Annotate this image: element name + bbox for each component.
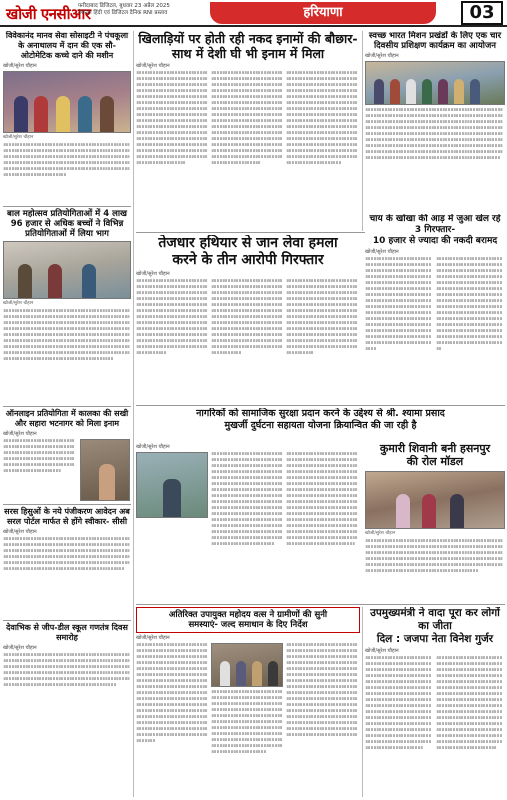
story5-byline: खोजी/सुरेश चौहान	[3, 645, 37, 651]
right-top-headline: स्वच्छ भारत मिशन प्रखंडों के लिए एक चार दिवसीय प्रशिक्षण कार्यक्रम का आयोजन	[368, 31, 502, 51]
page-header	[0, 0, 507, 27]
kumari-headline-line-2: की रोल मॉडल	[406, 455, 464, 468]
safety-body-col-3: ॥॥॥॥॥॥॥॥॥॥॥॥॥॥॥॥॥॥॥॥॥॥॥॥॥॥॥॥॥॥॥॥॥॥॥॥॥॥॥॥॥॥॥॥॥॥॥॥॥॥॥॥॥॥॥॥॥॥॥॥॥॥॥॥॥॥॥॥॥॥॥॥॥॥॥॥॥॥॥॥॥॥॥॥॥॥॥॥॥॥॥॥॥॥॥॥॥॥॥॥॥॥॥॥॥॥॥॥॥॥॥॥॥॥॥॥॥॥॥॥॥॥॥॥॥॥॥॥॥॥॥॥॥॥॥॥॥॥॥॥॥॥॥॥॥॥॥॥॥॥॥॥॥॥॥॥॥॥॥॥॥॥॥॥॥॥॥॥॥॥॥॥॥॥॥॥॥॥॥॥॥॥॥॥॥॥॥॥॥॥॥॥॥॥॥॥॥॥॥॥॥॥॥॥॥॥॥॥॥॥॥॥॥॥॥॥॥॥॥॥॥॥॥॥॥॥॥॥॥॥॥॥॥॥॥॥॥॥॥॥॥॥॥॥॥॥॥॥॥॥॥॥॥॥॥॥॥॥॥॥॥॥॥॥॥॥॥॥॥॥॥॥॥॥॥॥॥॥॥॥॥॥॥॥॥॥॥॥॥॥॥॥॥॥॥॥॥॥॥॥॥॥॥॥॥॥॥॥॥॥॥॥॥॥॥॥॥॥॥॥॥॥॥॥॥॥॥॥॥॥॥॥॥॥॥॥॥॥॥॥॥॥॥॥॥॥॥॥॥॥॥॥॥॥॥॥॥॥॥॥॥॥॥॥॥॥॥॥॥॥॥॥॥॥॥॥॥॥॥॥॥॥॥॥॥॥॥॥॥॥॥॥॥॥॥॥॥॥॥॥॥॥॥॥॥॥॥॥॥॥॥॥॥॥॥	[286, 452, 358, 547]
story2-photo	[3, 241, 131, 299]
story5-headline: देवाभिक से जीप-डील स्कूल गणतंत्र दिवस समारोह	[3, 620, 131, 643]
story1-caption: खोजी/सुरेश चौहान	[3, 135, 34, 140]
story3-headline: ऑनलाइन प्रतियोगिता में कालका की सखी और सहारा भटनागर को मिला इनाम	[3, 406, 131, 429]
tea-headline-line-1: चाय के खोखा की आड़ में जुआ खेल रहे 3 गिरफ्तार-	[365, 214, 505, 236]
cm-story	[365, 607, 505, 797]
crime-byline: खोजी/सुरेश चौहान	[136, 271, 170, 277]
story1-photo	[3, 71, 131, 133]
lead-headline-line-1: खिलाड़ियों पर होती रही नकद इनामों की बौछार-	[138, 31, 358, 46]
crime-story	[136, 235, 360, 403]
lead-headline-line-2: साथ में देशी घी भी इनाम में मिला	[171, 46, 325, 61]
story2-caption: खोजी/सुरेश चौहान	[3, 301, 34, 306]
right-top-story	[365, 31, 505, 231]
rule-above-bottom	[136, 604, 505, 605]
left-column	[3, 31, 131, 797]
tea-byline: खोजी/सुरेश चौहान	[365, 249, 399, 255]
story1-headline: विवेकानंद मानव सेवा सोसाइटी ने पंचकूला के अनाथालय में दान की एक सौ- ओटोमेटिक कच्चे दाने की मशीन	[5, 31, 129, 60]
masthead-meta	[78, 3, 188, 17]
lead-body-columns	[136, 71, 360, 231]
deputy-story	[136, 607, 360, 797]
lead-body-col-1: ॥॥॥॥॥॥॥॥॥॥॥॥॥॥॥॥॥॥॥॥॥॥॥॥॥॥॥॥॥॥॥॥॥॥॥॥॥॥॥॥॥॥॥॥॥॥॥॥॥॥॥॥॥॥॥॥॥॥॥॥॥॥॥॥॥॥॥॥॥॥॥॥॥॥॥॥॥॥॥॥॥॥॥॥॥॥॥॥॥॥॥॥॥॥॥॥॥॥॥॥॥॥॥॥॥॥॥॥॥॥॥॥॥॥॥॥॥॥॥॥॥॥॥॥॥॥॥॥॥॥॥॥॥॥॥॥॥॥॥॥॥॥॥॥॥॥॥॥॥॥॥॥॥॥॥॥॥॥॥॥॥॥॥॥॥॥॥॥॥॥॥॥॥॥॥॥॥॥॥॥॥॥॥॥॥॥॥॥॥॥॥॥॥॥॥॥॥॥॥॥॥॥॥॥॥॥॥॥॥॥॥॥॥॥॥॥॥॥॥॥॥॥॥॥॥॥॥॥॥॥॥॥॥॥॥॥॥॥॥॥॥॥॥॥॥॥॥॥॥॥॥॥॥॥॥॥॥॥॥॥॥॥॥॥॥॥॥॥॥॥॥॥॥॥॥॥॥॥॥॥॥॥॥॥॥॥॥॥॥॥॥॥॥॥॥॥॥॥॥॥॥॥॥॥॥॥॥॥॥॥॥॥॥॥॥॥॥॥॥॥॥॥॥॥॥॥॥॥॥॥॥॥॥॥॥॥॥॥॥॥॥॥॥॥॥॥॥॥॥॥॥॥॥॥॥॥॥॥॥॥॥॥॥॥॥॥॥॥॥॥॥॥॥॥॥॥॥॥॥॥॥॥॥॥॥॥॥॥॥॥॥॥॥॥॥॥॥॥॥॥॥॥॥॥॥॥॥॥	[136, 71, 208, 166]
deputy-headline-line-2: समस्याएं- जल्द समाधान के दिए निर्देश	[188, 620, 308, 630]
cm-headline-line-1: उपमुख्यमंत्री ने वादा पूरा कर लोगों का जीता	[370, 607, 500, 632]
story1-byline: खोजी/सुरेश चौहान	[3, 63, 37, 69]
crime-headline-line-2: करने के तीन आरोपी गिरफ्तार	[172, 252, 324, 268]
meta-line-2: नेशनल हिंदी एवं डिजिटल दैनिक RNI प्रस्ताव	[78, 10, 168, 16]
tea-body-col-2: ॥॥॥॥॥॥॥॥॥॥॥॥॥॥॥॥॥॥॥॥॥॥॥॥॥॥॥॥॥॥॥॥॥॥॥॥॥॥॥॥॥॥॥॥॥॥॥॥॥॥॥॥॥॥॥॥॥॥॥॥॥॥॥॥॥॥॥॥॥॥॥॥॥॥॥॥॥॥॥॥॥॥॥॥॥॥॥॥॥॥॥॥॥॥॥॥॥॥॥॥॥॥॥॥॥॥॥॥॥॥॥॥॥॥॥॥॥॥॥॥॥॥॥॥॥॥॥॥॥॥॥॥॥॥॥॥॥॥॥॥॥॥॥॥॥॥॥॥॥॥॥॥॥॥॥॥॥॥॥॥॥॥॥॥॥॥॥॥॥॥॥॥॥॥॥॥॥॥॥॥॥॥॥॥॥॥॥॥॥॥॥॥॥॥॥॥॥॥॥॥॥॥॥॥॥॥॥॥॥॥॥॥॥॥॥॥॥॥॥॥॥॥॥॥॥॥॥॥॥॥॥॥॥॥॥॥॥॥॥॥॥॥॥॥॥॥॥॥॥॥॥॥॥॥॥॥॥॥॥॥॥॥॥॥॥॥॥॥॥॥॥॥॥॥॥॥॥॥॥॥॥॥॥॥॥॥॥॥॥॥॥॥॥॥॥॥॥॥॥॥॥॥॥॥॥॥॥॥॥॥॥॥॥॥॥॥॥॥॥॥॥॥॥॥॥॥॥॥॥॥॥॥॥॥॥॥॥॥॥॥॥॥॥॥॥॥॥॥॥॥॥॥॥॥॥॥॥॥॥॥॥॥	[436, 257, 503, 352]
cm-body-columns	[365, 656, 505, 797]
story1-body: ॥॥॥॥॥॥॥॥॥॥॥॥॥॥॥॥॥॥॥॥॥॥॥॥॥॥॥॥॥॥॥॥॥॥॥॥॥॥॥॥॥॥॥॥॥॥॥॥॥॥॥॥॥॥॥॥॥॥॥॥॥॥॥॥॥॥॥॥॥॥॥॥॥॥॥॥॥॥॥॥॥॥॥॥॥॥॥॥॥॥॥॥॥॥॥॥॥॥॥॥॥॥॥॥॥॥॥॥॥॥॥॥॥॥॥॥॥॥॥॥॥॥॥॥॥॥॥॥॥॥॥॥॥॥॥॥॥॥॥॥॥॥॥॥॥॥॥॥॥॥॥॥॥॥॥॥॥॥॥॥॥॥॥॥॥॥॥॥॥॥॥॥॥॥॥॥॥॥॥॥॥॥॥॥॥॥॥॥॥॥॥॥॥॥॥॥॥॥॥॥॥॥॥॥॥॥॥॥॥॥॥॥॥॥॥॥॥॥॥॥॥॥॥॥॥॥॥॥॥॥॥॥॥॥॥॥॥॥॥॥॥॥॥॥॥॥॥॥॥॥॥॥॥	[3, 143, 130, 178]
story3-block	[3, 439, 131, 501]
story3-body: ॥॥॥॥॥॥॥॥॥॥॥॥॥॥॥॥॥॥॥॥॥॥॥॥॥॥॥॥॥॥॥॥॥॥॥॥॥॥॥॥॥॥॥॥॥॥॥॥॥॥॥॥॥॥॥॥॥॥॥॥॥॥॥॥॥॥॥॥॥॥॥॥॥॥॥॥॥॥॥॥॥॥॥॥॥॥॥॥॥॥॥॥॥॥॥॥॥॥॥॥॥॥॥॥॥॥॥॥॥॥॥॥॥॥॥॥॥॥॥॥॥॥॥॥॥॥॥॥॥॥॥॥॥॥॥॥॥॥॥॥॥॥॥॥॥॥॥॥॥॥॥	[3, 439, 75, 474]
deputy-headline-line-1: अतिरिक्त उपायुक्त महोदय वत्स ने ग्रामीणों की सुनी	[168, 610, 328, 620]
deputy-headline-box	[136, 607, 360, 633]
page-number: 03	[461, 1, 503, 25]
kumari-photo	[365, 471, 505, 529]
kumari-body: ॥॥॥॥॥॥॥॥॥॥॥॥॥॥॥॥॥॥॥॥॥॥॥॥॥॥॥॥॥॥॥॥॥॥॥॥॥॥॥॥॥॥॥॥॥॥॥॥॥॥॥॥॥॥॥॥॥॥॥॥॥॥॥॥॥॥॥॥॥॥॥॥॥॥॥॥॥॥॥॥॥॥॥॥॥॥॥॥॥॥॥॥॥॥॥॥॥॥॥॥॥॥॥॥॥॥॥॥॥॥॥॥॥॥॥॥॥॥॥॥॥॥॥॥॥॥॥॥॥॥॥॥॥॥॥॥॥॥॥॥॥॥॥॥॥॥॥॥॥॥॥॥॥॥॥॥॥॥॥॥॥॥॥॥॥॥॥॥॥॥॥॥॥॥॥॥॥॥॥॥॥॥॥॥॥॥॥॥॥॥॥॥॥॥॥॥॥॥॥॥॥॥॥॥॥॥॥॥॥॥॥॥॥॥॥॥॥॥॥॥॥॥॥॥॥॥॥॥॥॥॥॥॥॥॥॥॥॥॥॥॥॥॥॥॥॥॥॥॥॥॥॥॥॥॥॥॥॥॥॥॥॥॥॥॥॥॥॥॥॥॥॥॥॥॥॥॥॥॥॥॥॥॥॥॥॥॥॥॥॥॥	[365, 539, 503, 574]
safety-headline-line-1: नागरिकों को सामाजिक सुरक्षा प्रदान करने के उद्देश्य से श्री. श्यामा प्रसाद	[196, 408, 445, 419]
meta-line-1: फरीदाबाद डिजिटल, बुधवार 23 अप्रैल 2025	[78, 3, 170, 9]
safety-body-col-2: ॥॥॥॥॥॥॥॥॥॥॥॥॥॥॥॥॥॥॥॥॥॥॥॥॥॥॥॥॥॥॥॥॥॥॥॥॥॥॥॥॥॥॥॥॥॥॥॥॥॥॥॥॥॥॥॥॥॥॥॥॥॥॥॥॥॥॥॥॥॥॥॥॥॥॥॥॥॥॥॥॥॥॥॥॥॥॥॥॥॥॥॥॥॥॥॥॥॥॥॥॥॥॥॥॥॥॥॥॥॥॥॥॥॥॥॥॥॥॥॥॥॥॥॥॥॥॥॥॥॥॥॥॥॥॥॥॥॥॥॥॥॥॥॥॥॥॥॥॥॥॥॥॥॥॥॥॥॥॥॥॥॥॥॥॥॥॥॥॥॥॥॥॥॥॥॥॥॥॥॥॥॥॥॥॥॥॥॥॥॥॥॥॥॥॥॥॥॥॥॥॥॥॥॥॥॥॥॥॥॥॥॥॥॥॥॥॥॥॥॥॥॥॥॥॥॥॥॥॥॥॥॥॥॥॥॥॥॥॥॥॥॥॥॥॥॥॥॥॥॥॥॥॥॥॥॥॥॥॥॥॥॥॥॥॥॥॥॥॥॥॥॥॥॥॥॥॥॥॥॥॥॥॥॥॥॥॥॥॥॥॥॥॥॥॥॥॥॥॥॥॥॥॥॥॥॥॥॥॥॥॥॥॥॥॥॥॥॥॥॥॥॥॥॥॥॥॥॥॥॥॥॥॥॥॥॥॥॥॥॥॥॥॥॥॥॥॥॥॥॥॥॥॥॥॥॥॥॥॥॥॥॥॥॥॥॥॥॥॥॥॥॥॥॥॥॥॥॥॥॥॥॥॥॥॥॥॥॥॥॥॥॥॥॥॥॥॥॥॥॥॥॥॥॥॥॥॥॥॥॥॥॥॥	[211, 452, 283, 547]
right-top-byline: खोजी/सुरेश चौहान	[365, 53, 399, 59]
cm-body-col-1: ॥॥॥॥॥॥॥॥॥॥॥॥॥॥॥॥॥॥॥॥॥॥॥॥॥॥॥॥॥॥॥॥॥॥॥॥॥॥॥॥॥॥॥॥॥॥॥॥॥॥॥॥॥॥॥॥॥॥॥॥॥॥॥॥॥॥॥॥॥॥॥॥॥॥॥॥॥॥॥॥॥॥॥॥॥॥॥॥॥॥॥॥॥॥॥॥॥॥॥॥॥॥॥॥॥॥॥॥॥॥॥॥॥॥॥॥॥॥॥॥॥॥॥॥॥॥॥॥॥॥॥॥॥॥॥॥॥॥॥॥॥॥॥॥॥॥॥॥॥॥॥॥॥॥॥॥॥॥॥॥॥॥॥॥॥॥॥॥॥॥॥॥॥॥॥॥॥॥॥॥॥॥॥॥॥॥॥॥॥॥॥॥॥॥॥॥॥॥॥॥॥॥॥॥॥॥॥॥॥॥॥॥॥॥॥॥॥॥॥॥॥॥॥॥॥॥॥॥॥॥॥॥॥॥॥॥॥॥॥॥॥॥॥॥॥॥॥॥॥॥॥॥॥॥॥॥॥॥॥॥॥॥॥॥॥॥॥॥॥॥॥॥॥॥॥॥॥॥॥॥॥॥॥॥॥॥॥॥॥॥॥॥॥॥॥॥॥॥॥॥॥॥॥॥॥॥॥॥॥॥॥॥॥॥॥॥॥॥॥॥॥॥॥॥॥॥॥॥॥॥॥॥॥॥॥॥॥॥॥॥॥॥॥॥॥॥॥॥॥॥॥॥॥॥॥॥॥॥॥॥॥॥॥॥॥॥॥॥॥॥॥॥॥॥॥॥॥॥॥॥॥	[365, 656, 432, 751]
tea-story	[365, 214, 505, 404]
story4-body: ॥॥॥॥॥॥॥॥॥॥॥॥॥॥॥॥॥॥॥॥॥॥॥॥॥॥॥॥॥॥॥॥॥॥॥॥॥॥॥॥॥॥॥॥॥॥॥॥॥॥॥॥॥॥॥॥॥॥॥॥॥॥॥॥॥॥॥॥॥॥॥॥॥॥॥॥॥॥॥॥॥॥॥॥॥॥॥॥॥॥॥॥॥॥॥॥॥॥॥॥॥॥॥॥॥॥॥॥॥॥॥॥॥॥॥॥॥॥॥॥॥॥॥॥॥॥॥॥॥॥॥॥॥॥॥॥॥॥॥॥॥॥॥॥॥॥॥॥॥॥॥॥॥॥॥॥॥॥॥॥॥॥॥॥॥॥॥॥॥॥॥॥॥॥॥॥॥॥॥॥॥॥॥॥॥॥॥॥॥॥॥॥॥॥॥॥॥॥॥॥॥॥॥॥॥॥॥॥॥॥॥॥॥॥॥॥॥॥॥॥॥॥॥॥॥॥॥॥॥॥॥॥॥॥॥॥॥॥॥॥॥॥॥॥॥॥॥॥॥॥॥॥॥॥॥॥॥॥॥॥॥॥॥॥॥॥॥॥॥॥॥॥॥॥	[3, 537, 130, 572]
deputy-byline: खोजी/सुरेश चौहान	[136, 635, 170, 641]
section-title: हरियाणा	[210, 2, 436, 24]
tea-body-col-1: ॥॥॥॥॥॥॥॥॥॥॥॥॥॥॥॥॥॥॥॥॥॥॥॥॥॥॥॥॥॥॥॥॥॥॥॥॥॥॥॥॥॥॥॥॥॥॥॥॥॥॥॥॥॥॥॥॥॥॥॥॥॥॥॥॥॥॥॥॥॥॥॥॥॥॥॥॥॥॥॥॥॥॥॥॥॥॥॥॥॥॥॥॥॥॥॥॥॥॥॥॥॥॥॥॥॥॥॥॥॥॥॥॥॥॥॥॥॥॥॥॥॥॥॥॥॥॥॥॥॥॥॥॥॥॥॥॥॥॥॥॥॥॥॥॥॥॥॥॥॥॥॥॥॥॥॥॥॥॥॥॥॥॥॥॥॥॥॥॥॥॥॥॥॥॥॥॥॥॥॥॥॥॥॥॥॥॥॥॥॥॥॥॥॥॥॥॥॥॥॥॥॥॥॥॥॥॥॥॥॥॥॥॥॥॥॥॥॥॥॥॥॥॥॥॥॥॥॥॥॥॥॥॥॥॥॥॥॥॥॥॥॥॥॥॥॥॥॥॥॥॥॥॥॥॥॥॥॥॥॥॥॥॥॥॥॥॥॥॥॥॥॥॥॥॥॥॥॥॥॥॥॥॥॥॥॥॥॥॥॥॥॥॥॥॥॥॥॥॥॥॥॥॥॥॥॥॥॥॥॥॥॥॥॥॥॥॥॥॥॥॥॥॥॥॥॥॥॥॥॥॥॥॥॥॥॥॥॥॥॥॥॥॥॥॥॥॥॥॥॥॥॥॥॥॥॥॥॥॥॥॥॥॥॥	[365, 257, 432, 352]
deputy-body-col-2: ॥॥॥॥॥॥॥॥॥॥॥॥॥॥॥॥॥॥॥॥॥॥॥॥॥॥॥॥॥॥॥॥॥॥॥॥॥॥॥॥॥॥॥॥॥॥॥॥॥॥॥॥॥॥॥॥॥॥॥॥॥॥॥॥॥॥॥॥॥॥॥॥॥॥॥॥॥॥॥॥॥॥॥॥॥॥॥॥॥॥॥॥॥॥॥॥॥॥॥॥॥॥॥॥॥॥॥॥॥॥॥॥॥॥॥॥॥॥॥॥॥॥॥॥॥॥॥॥॥॥॥॥॥॥॥॥॥॥॥॥॥॥॥॥॥॥॥॥॥॥॥॥॥॥॥॥॥॥॥॥॥॥॥॥॥॥॥॥॥॥॥॥॥॥॥॥॥॥॥॥॥॥॥॥॥॥॥॥॥॥॥॥॥॥॥॥॥॥॥॥॥॥॥॥॥॥॥॥॥॥॥॥॥॥॥॥॥॥॥॥॥॥॥॥॥॥॥॥॥॥॥॥॥॥॥॥॥॥॥॥॥॥॥॥॥॥॥॥॥॥॥॥॥॥॥॥॥॥॥॥॥॥॥॥॥॥॥॥॥॥॥॥॥॥॥॥॥॥॥॥	[211, 690, 283, 755]
left-column-divider	[133, 31, 134, 797]
kumari-story	[365, 442, 505, 602]
deputy-body-col-3: ॥॥॥॥॥॥॥॥॥॥॥॥॥॥॥॥॥॥॥॥॥॥॥॥॥॥॥॥॥॥॥॥॥॥॥॥॥॥॥॥॥॥॥॥॥॥॥॥॥॥॥॥॥॥॥॥॥॥॥॥॥॥॥॥॥॥॥॥॥॥॥॥॥॥॥॥॥॥॥॥॥॥॥॥॥॥॥॥॥॥॥॥॥॥॥॥॥॥॥॥॥॥॥॥॥॥॥॥॥॥॥॥॥॥॥॥॥॥॥॥॥॥॥॥॥॥॥॥॥॥॥॥॥॥॥॥॥॥॥॥॥॥॥॥॥॥॥॥॥॥॥॥॥॥॥॥॥॥॥॥॥॥॥॥॥॥॥॥॥॥॥॥॥॥॥॥॥॥॥॥॥॥॥॥॥॥॥॥॥॥॥॥॥॥॥॥॥॥॥॥॥॥॥॥॥॥॥॥॥॥॥॥॥॥॥॥॥॥॥॥॥॥॥॥॥॥॥॥॥॥॥॥॥॥॥॥॥॥॥॥॥॥॥॥॥॥॥॥॥॥॥॥॥॥॥॥॥॥॥॥॥॥॥॥॥॥॥॥॥॥॥॥॥॥॥॥॥॥॥॥॥॥॥॥॥॥॥॥॥॥॥॥॥॥॥॥॥॥॥॥॥॥॥॥॥॥॥॥॥॥॥॥॥॥॥॥॥॥॥॥॥॥॥॥॥॥॥॥॥॥॥॥॥॥॥॥॥॥॥॥॥॥॥॥॥॥॥॥॥॥॥॥॥॥॥॥॥॥॥॥॥॥॥॥॥॥॥॥॥॥॥॥॥॥॥॥॥॥॥॥॥॥॥॥॥॥॥॥॥॥॥॥॥॥॥॥॥॥॥॥॥॥॥॥॥॥॥॥॥॥॥॥॥॥॥॥	[286, 643, 358, 738]
bottom-divider	[362, 607, 363, 797]
tea-headline-line-2: 10 हजार से ज्यादा की नकदी बरामद	[372, 236, 498, 246]
right-top-body: ॥॥॥॥॥॥॥॥॥॥॥॥॥॥॥॥॥॥॥॥॥॥॥॥॥॥॥॥॥॥॥॥॥॥॥॥॥॥॥॥॥॥॥॥॥॥॥॥॥॥॥॥॥॥॥॥॥॥॥॥॥॥॥॥॥॥॥॥॥॥॥॥॥॥॥॥॥॥॥॥॥॥॥॥॥॥॥॥॥॥॥॥॥॥॥॥॥॥॥॥॥॥॥॥॥॥॥॥॥॥॥॥॥॥॥॥॥॥॥॥॥॥॥॥॥॥॥॥॥॥॥॥॥॥॥॥॥॥॥॥॥॥॥॥॥॥॥॥॥॥॥॥॥॥॥॥॥॥॥॥॥॥॥॥॥॥॥॥॥॥॥॥॥॥॥॥॥॥॥॥॥॥॥॥॥॥॥॥॥॥॥॥॥॥॥॥॥॥॥॥॥॥॥॥॥॥॥॥॥॥॥॥॥॥॥॥॥॥॥॥॥॥॥॥॥॥॥॥॥॥॥॥॥॥॥॥॥॥॥॥॥॥॥॥॥॥॥॥॥॥॥॥॥॥॥॥॥॥॥॥॥॥॥॥॥॥॥॥॥॥॥॥॥॥॥॥॥॥॥॥॥॥॥॥॥॥॥॥॥॥॥॥॥॥॥॥॥॥॥॥॥॥॥॥॥॥॥॥॥॥॥॥॥॥॥॥॥॥॥॥॥॥॥॥॥॥॥॥॥॥॥॥॥॥॥॥॥॥॥॥॥॥॥॥॥॥॥॥॥॥॥॥॥॥॥॥॥॥॥॥॥॥॥॥॥॥॥॥॥॥॥॥॥॥॥॥॥॥॥॥॥॥॥॥॥॥॥॥॥॥॥॥॥॥॥॥॥॥॥॥॥॥॥॥॥॥॥॥॥॥॥॥॥॥॥॥॥॥॥॥॥॥॥॥॥॥॥॥॥॥॥॥॥॥॥॥॥॥॥॥॥॥॥॥॥॥॥॥॥	[365, 108, 503, 161]
story5-body: ॥॥॥॥॥॥॥॥॥॥॥॥॥॥॥॥॥॥॥॥॥॥॥॥॥॥॥॥॥॥॥॥॥॥॥॥॥॥॥॥॥॥॥॥॥॥॥॥॥॥॥॥॥॥॥॥॥॥॥॥॥॥॥॥॥॥॥॥॥॥॥॥॥॥॥॥॥॥॥॥॥॥॥॥॥॥॥॥॥॥॥॥॥॥॥॥॥॥॥॥॥॥॥॥॥॥॥॥॥॥॥॥॥॥॥॥॥॥॥॥॥॥॥॥॥॥॥॥॥॥॥॥॥॥॥॥॥॥॥॥॥॥॥॥॥॥॥॥॥॥॥॥॥॥॥॥॥॥॥॥॥॥॥॥॥॥॥॥॥॥॥॥॥॥॥॥॥॥॥॥॥॥॥॥॥॥॥॥॥॥॥॥॥॥॥॥॥॥॥॥॥॥॥॥॥॥॥॥॥॥॥॥॥॥॥॥॥॥॥॥॥॥॥॥॥॥॥॥॥॥॥॥॥॥॥॥॥॥॥॥॥॥॥॥॥॥॥॥॥॥॥॥॥॥॥॥॥॥॥॥॥॥॥॥॥॥॥॥॥॥॥	[3, 653, 130, 688]
lead-body-col-3: ॥॥॥॥॥॥॥॥॥॥॥॥॥॥॥॥॥॥॥॥॥॥॥॥॥॥॥॥॥॥॥॥॥॥॥॥॥॥॥॥॥॥॥॥॥॥॥॥॥॥॥॥॥॥॥॥॥॥॥॥॥॥॥॥॥॥॥॥॥॥॥॥॥॥॥॥॥॥॥॥॥॥॥॥॥॥॥॥॥॥॥॥॥॥॥॥॥॥॥॥॥॥॥॥॥॥॥॥॥॥॥॥॥॥॥॥॥॥॥॥॥॥॥॥॥॥॥॥॥॥॥॥॥॥॥॥॥॥॥॥॥॥॥॥॥॥॥॥॥॥॥॥॥॥॥॥॥॥॥॥॥॥॥॥॥॥॥॥॥॥॥॥॥॥॥॥॥॥॥॥॥॥॥॥॥॥॥॥॥॥॥॥॥॥॥॥॥॥॥॥॥॥॥॥॥॥॥॥॥॥॥॥॥॥॥॥॥॥॥॥॥॥॥॥॥॥॥॥॥॥॥॥॥॥॥॥॥॥॥॥॥॥॥॥॥॥॥॥॥॥॥॥॥॥॥॥॥॥॥॥॥॥॥॥॥॥॥॥॥॥॥॥॥॥॥॥॥॥॥॥॥॥॥॥॥॥॥॥॥॥॥॥॥॥॥॥॥॥॥॥॥॥॥॥॥॥॥॥॥॥॥॥॥॥॥॥॥॥॥॥॥॥॥॥॥॥॥॥॥॥॥॥॥॥॥॥॥॥॥॥॥॥॥॥॥॥॥॥॥॥॥॥॥॥॥॥॥॥॥॥॥॥॥॥॥॥॥॥॥॥॥॥॥॥॥॥॥॥॥॥॥॥॥॥॥॥॥॥॥॥॥॥॥॥॥॥॥॥॥॥॥॥॥॥॥॥॥॥॥॥	[286, 71, 358, 166]
safety-photo	[136, 452, 208, 518]
deputy-body-col-1: ॥॥॥॥॥॥॥॥॥॥॥॥॥॥॥॥॥॥॥॥॥॥॥॥॥॥॥॥॥॥॥॥॥॥॥॥॥॥॥॥॥॥॥॥॥॥॥॥॥॥॥॥॥॥॥॥॥॥॥॥॥॥॥॥॥॥॥॥॥॥॥॥॥॥॥॥॥॥॥॥॥॥॥॥॥॥॥॥॥॥॥॥॥॥॥॥॥॥॥॥॥॥॥॥॥॥॥॥॥॥॥॥॥॥॥॥॥॥॥॥॥॥॥॥॥॥॥॥॥॥॥॥॥॥॥॥॥॥॥॥॥॥॥॥॥॥॥॥॥॥॥॥॥॥॥॥॥॥॥॥॥॥॥॥॥॥॥॥॥॥॥॥॥॥॥॥॥॥॥॥॥॥॥॥॥॥॥॥॥॥॥॥॥॥॥॥॥॥॥॥॥॥॥॥॥॥॥॥॥॥॥॥॥॥॥॥॥॥॥॥॥॥॥॥॥॥॥॥॥॥॥॥॥॥॥॥॥॥॥॥॥॥॥॥॥॥॥॥॥॥॥॥॥॥॥॥॥॥॥॥॥॥॥॥॥॥॥॥॥॥॥॥॥॥॥॥॥॥॥॥॥॥॥॥॥॥॥॥॥॥॥॥॥॥॥॥॥॥॥॥॥॥॥॥॥॥॥॥॥॥॥॥॥॥॥॥॥॥॥॥॥॥॥॥॥॥॥॥॥॥॥॥॥॥॥॥॥॥॥॥॥॥॥॥॥॥॥॥॥॥॥॥॥॥॥॥॥॥॥॥॥॥॥॥॥॥॥॥॥॥॥॥॥॥॥॥॥॥॥॥॥॥॥॥॥॥॥॥॥॥॥॥॥॥॥॥॥॥॥॥॥॥॥॥॥॥॥॥॥॥॥॥॥॥॥॥॥॥॥॥॥॥॥	[136, 643, 208, 744]
safety-headline-block	[136, 408, 505, 440]
safety-byline: खोजी/सुरेश चौहान	[136, 444, 170, 450]
story2-headline: बाल महोत्सव प्रतियोगिताओं में 4 लाख 96 हजार से अधिक बच्चों ने विभिन्न प्रतियोगिताओं में लिया भाग	[3, 206, 131, 239]
safety-story-body	[136, 442, 358, 602]
lead-body-col-2: ॥॥॥॥॥॥॥॥॥॥॥॥॥॥॥॥॥॥॥॥॥॥॥॥॥॥॥॥॥॥॥॥॥॥॥॥॥॥॥॥॥॥॥॥॥॥॥॥॥॥॥॥॥॥॥॥॥॥॥॥॥॥॥॥॥॥॥॥॥॥॥॥॥॥॥॥॥॥॥॥॥॥॥॥॥॥॥॥॥॥॥॥॥॥॥॥॥॥॥॥॥॥॥॥॥॥॥॥॥॥॥॥॥॥॥॥॥॥॥॥॥॥॥॥॥॥॥॥॥॥॥॥॥॥॥॥॥॥॥॥॥॥॥॥॥॥॥॥॥॥॥॥॥॥॥॥॥॥॥॥॥॥॥॥॥॥॥॥॥॥॥॥॥॥॥॥॥॥॥॥॥॥॥॥॥॥॥॥॥॥॥॥॥॥॥॥॥॥॥॥॥॥॥॥॥॥॥॥॥॥॥॥॥॥॥॥॥॥॥॥॥॥॥॥॥॥॥॥॥॥॥॥॥॥॥॥॥॥॥॥॥॥॥॥॥॥॥॥॥॥॥॥॥॥॥॥॥॥॥॥॥॥॥॥॥॥॥॥॥॥॥॥॥॥॥॥॥॥॥॥॥॥॥॥॥॥॥॥॥॥॥॥॥॥॥॥॥॥॥॥॥॥॥॥॥॥॥॥॥॥॥॥॥॥॥॥॥॥॥॥॥॥॥॥॥॥॥॥॥॥॥॥॥॥॥॥॥॥॥॥॥॥॥॥॥॥॥॥॥॥॥॥॥॥॥॥॥॥॥॥॥॥॥॥॥॥॥॥॥॥॥॥॥॥॥॥॥॥॥॥॥॥॥॥॥॥॥॥॥॥॥॥॥॥॥॥॥॥॥॥॥॥॥॥॥॥॥॥	[211, 71, 283, 166]
lead-byline: खोजी/सुरेश चौहान	[136, 63, 170, 69]
right-top-photo	[365, 61, 505, 105]
crime-body-col-1: ॥॥॥॥॥॥॥॥॥॥॥॥॥॥॥॥॥॥॥॥॥॥॥॥॥॥॥॥॥॥॥॥॥॥॥॥॥॥॥॥॥॥॥॥॥॥॥॥॥॥॥॥॥॥॥॥॥॥॥॥॥॥॥॥॥॥॥॥॥॥॥॥॥॥॥॥॥॥॥॥॥॥॥॥॥॥॥॥॥॥॥॥॥॥॥॥॥॥॥॥॥॥॥॥॥॥॥॥॥॥॥॥॥॥॥॥॥॥॥॥॥॥॥॥॥॥॥॥॥॥॥॥॥॥॥॥॥॥॥॥॥॥॥॥॥॥॥॥॥॥॥॥॥॥॥॥॥॥॥॥॥॥॥॥॥॥॥॥॥॥॥॥॥॥॥॥॥॥॥॥॥॥॥॥॥॥॥॥॥॥॥॥॥॥॥॥॥॥॥॥॥॥॥॥॥॥॥॥॥॥॥॥॥॥॥॥॥॥॥॥॥॥॥॥॥॥॥॥॥॥॥॥॥॥॥॥॥॥॥॥॥॥॥॥॥॥॥॥॥॥॥॥॥॥॥॥॥॥॥॥॥॥॥॥॥॥॥॥॥॥॥॥॥॥॥॥॥॥॥॥॥॥॥॥॥॥॥॥॥॥॥॥॥॥॥॥॥॥॥॥॥॥॥॥॥॥॥॥॥॥॥॥॥॥॥॥॥॥॥॥॥॥॥	[136, 279, 208, 356]
crime-body-col-3: ॥॥॥॥॥॥॥॥॥॥॥॥॥॥॥॥॥॥॥॥॥॥॥॥॥॥॥॥॥॥॥॥॥॥॥॥॥॥॥॥॥॥॥॥॥॥॥॥॥॥॥॥॥॥॥॥॥॥॥॥॥॥॥॥॥॥॥॥॥॥॥॥॥॥॥॥॥॥॥॥॥॥॥॥॥॥॥॥॥॥॥॥॥॥॥॥॥॥॥॥॥॥॥॥॥॥॥॥॥॥॥॥॥॥॥॥॥॥॥॥॥॥॥॥॥॥॥॥॥॥॥॥॥॥॥॥॥॥॥॥॥॥॥॥॥॥॥॥॥॥॥॥॥॥॥॥॥॥॥॥॥॥॥॥॥॥॥॥॥॥॥॥॥॥॥॥॥॥॥॥॥॥॥॥॥॥॥॥॥॥॥॥॥॥॥॥॥॥॥॥॥॥॥॥॥॥॥॥॥॥॥॥॥॥॥॥॥॥॥॥॥॥॥॥॥॥॥॥॥॥॥॥॥॥॥॥॥॥॥॥॥॥॥॥॥॥॥॥॥॥॥॥॥॥॥॥॥॥॥॥॥॥॥॥॥॥॥॥॥॥॥॥॥॥॥॥॥॥॥॥॥॥॥॥॥॥॥॥॥॥॥॥॥॥॥॥॥॥॥॥॥॥॥॥॥॥॥॥॥॥॥॥॥॥॥॥॥॥॥॥॥॥	[286, 279, 358, 356]
lead-right-divider	[362, 31, 363, 231]
masthead-title: खोजी एनसीआर	[6, 5, 91, 23]
tea-body-columns	[365, 257, 505, 404]
deputy-photo	[211, 643, 283, 687]
cm-headline-line-2: दिल : जजपा नेता विनेश गुर्जर	[376, 633, 494, 645]
safety-body-columns	[136, 452, 358, 602]
cm-byline: खोजी/सुरेश चौहान	[365, 648, 399, 654]
story4-headline: सरस हिसुओं के नये पंजीकरण आवेदन अब सरल पोर्टल मार्फत से होंगे स्वीकार- सीसी	[3, 504, 131, 527]
kumari-headline-line-1: कुमारी शिवानी बनी हसनपुर	[379, 442, 491, 455]
rule-above-safety	[136, 405, 505, 406]
story4-byline: खोजी/सुरेश चौहान	[3, 529, 37, 535]
safety-headline-line-2: मुखर्जी दुर्घटना सहायता योजना क्रियान्वित की जा रही है	[224, 420, 417, 431]
kumari-caption: खोजी/सुरेश चौहान	[365, 531, 396, 536]
story3-photo	[80, 439, 130, 501]
lead-story	[136, 31, 360, 231]
story2-body: ॥॥॥॥॥॥॥॥॥॥॥॥॥॥॥॥॥॥॥॥॥॥॥॥॥॥॥॥॥॥॥॥॥॥॥॥॥॥॥॥॥॥॥॥॥॥॥॥॥॥॥॥॥॥॥॥॥॥॥॥॥॥॥॥॥॥॥॥॥॥॥॥॥॥॥॥॥॥॥॥॥॥॥॥॥॥॥॥॥॥॥॥॥॥॥॥॥॥॥॥॥॥॥॥॥॥॥॥॥॥॥॥॥॥॥॥॥॥॥॥॥॥॥॥॥॥॥॥॥॥॥॥॥॥॥॥॥॥॥॥॥॥॥॥॥॥॥॥॥॥॥॥॥॥॥॥॥॥॥॥॥॥॥॥॥॥॥॥॥॥॥॥॥॥॥॥॥॥॥॥॥॥॥॥॥॥॥॥॥॥॥॥॥॥॥॥॥॥॥॥॥॥॥॥॥॥॥॥॥॥॥॥॥॥॥॥॥॥॥॥॥॥॥॥॥॥॥॥॥॥॥॥॥॥॥॥॥॥॥॥॥॥॥॥॥॥॥॥॥॥॥॥॥॥॥॥॥॥॥॥॥॥॥॥॥॥॥॥॥॥॥॥॥॥॥॥॥॥॥॥॥॥॥॥॥॥॥॥॥॥॥॥॥॥॥॥॥॥॥॥॥॥॥॥॥॥॥॥॥॥॥॥॥॥॥॥॥॥॥॥॥॥॥॥॥॥॥॥॥॥॥॥॥॥॥॥॥॥॥॥॥॥॥॥॥॥॥॥॥॥॥॥॥॥॥॥॥॥॥॥॥॥॥॥॥॥॥॥॥॥॥॥॥॥॥॥॥॥॥॥॥॥॥॥॥॥॥॥॥॥॥॥॥॥॥॥॥॥॥॥॥॥॥॥॥॥॥॥	[3, 309, 130, 362]
story3-byline: खोजी/सुरेश चौहान	[3, 431, 37, 437]
cm-body-col-2: ॥॥॥॥॥॥॥॥॥॥॥॥॥॥॥॥॥॥॥॥॥॥॥॥॥॥॥॥॥॥॥॥॥॥॥॥॥॥॥॥॥॥॥॥॥॥॥॥॥॥॥॥॥॥॥॥॥॥॥॥॥॥॥॥॥॥॥॥॥॥॥॥॥॥॥॥॥॥॥॥॥॥॥॥॥॥॥॥॥॥॥॥॥॥॥॥॥॥॥॥॥॥॥॥॥॥॥॥॥॥॥॥॥॥॥॥॥॥॥॥॥॥॥॥॥॥॥॥॥॥॥॥॥॥॥॥॥॥॥॥॥॥॥॥॥॥॥॥॥॥॥॥॥॥॥॥॥॥॥॥॥॥॥॥॥॥॥॥॥॥॥॥॥॥॥॥॥॥॥॥॥॥॥॥॥॥॥॥॥॥॥॥॥॥॥॥॥॥॥॥॥॥॥॥॥॥॥॥॥॥॥॥॥॥॥॥॥॥॥॥॥॥॥॥॥॥॥॥॥॥॥॥॥॥॥॥॥॥॥॥॥॥॥॥॥॥॥॥॥॥॥॥॥॥॥॥॥॥॥॥॥॥॥॥॥॥॥॥॥॥॥॥॥॥॥॥॥॥॥॥॥॥॥॥॥॥॥॥॥॥॥॥॥॥॥॥॥॥॥॥॥॥॥॥॥॥॥॥॥॥॥॥॥॥॥॥॥॥॥॥॥॥॥॥॥॥॥॥॥॥॥॥॥॥॥॥॥॥॥॥॥॥॥॥॥॥॥॥॥॥॥॥॥॥॥॥॥॥॥॥॥॥॥॥॥॥॥॥॥॥॥॥॥॥॥॥॥॥॥॥॥॥	[436, 656, 503, 751]
crime-headline-line-1: तेजधार हथियार से जान लेवा हमला	[158, 235, 338, 251]
crime-body-columns	[136, 279, 360, 397]
deputy-col-2	[211, 643, 283, 793]
deputy-body-columns	[136, 643, 360, 793]
crime-body-col-2: ॥॥॥॥॥॥॥॥॥॥॥॥॥॥॥॥॥॥॥॥॥॥॥॥॥॥॥॥॥॥॥॥॥॥॥॥॥॥॥॥॥॥॥॥॥॥॥॥॥॥॥॥॥॥॥॥॥॥॥॥॥॥॥॥॥॥॥॥॥॥॥॥॥॥॥॥॥॥॥॥॥॥॥॥॥॥॥॥॥॥॥॥॥॥॥॥॥॥॥॥॥॥॥॥॥॥॥॥॥॥॥॥॥॥॥॥॥॥॥॥॥॥॥॥॥॥॥॥॥॥॥॥॥॥॥॥॥॥॥॥॥॥॥॥॥॥॥॥॥॥॥॥॥॥॥॥॥॥॥॥॥॥॥॥॥॥॥॥॥॥॥॥॥॥॥॥॥॥॥॥॥॥॥॥॥॥॥॥॥॥॥॥॥॥॥॥॥॥॥॥॥॥॥॥॥॥॥॥॥॥॥॥॥॥॥॥॥॥॥॥॥॥॥॥॥॥॥॥॥॥॥॥॥॥॥॥॥॥॥॥॥॥॥॥॥॥॥॥॥॥॥॥॥॥॥॥॥॥॥॥॥॥॥॥॥॥॥॥॥॥॥॥॥॥॥॥॥॥॥॥॥॥॥॥॥॥॥॥॥॥॥॥॥॥॥॥॥॥॥॥॥॥॥॥॥॥॥॥॥॥॥॥॥॥॥॥॥॥॥॥॥॥॥	[211, 279, 283, 356]
